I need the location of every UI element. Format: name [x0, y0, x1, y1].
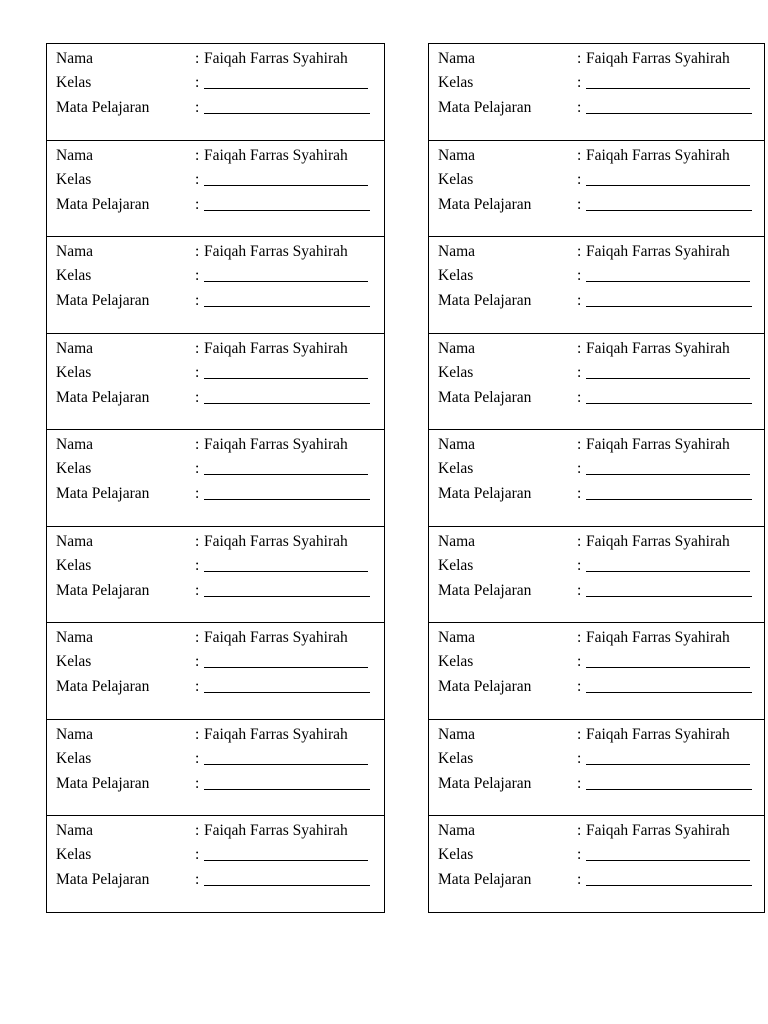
subject-separator: :	[195, 195, 200, 213]
name-field-value: Faiqah Farras Syahirah	[586, 339, 730, 357]
class-row	[438, 459, 760, 479]
name-separator: :	[195, 436, 200, 453]
subject-separator: :	[577, 871, 582, 888]
class-field-label: Kelas	[438, 749, 474, 767]
subject-row	[56, 870, 380, 890]
subject-field-label: Mata Pelajaran	[438, 581, 532, 599]
class-row	[438, 363, 760, 383]
subject-row	[56, 195, 380, 215]
subject-row	[56, 677, 380, 697]
class-row	[438, 266, 760, 286]
class-separator: :	[577, 170, 582, 188]
subject-blank-line	[586, 113, 752, 114]
name-row	[56, 725, 380, 745]
name-separator: :	[195, 50, 200, 67]
name-field-label: Nama	[56, 50, 94, 67]
name-field-label: Nama	[56, 243, 94, 260]
name-field-value: Faiqah Farras Syahirah	[204, 146, 348, 164]
class-field-label: Kelas	[56, 267, 92, 284]
class-field-label: Kelas	[56, 556, 92, 574]
name-separator: :	[577, 532, 582, 550]
name-label-card	[428, 622, 765, 720]
class-field-label: Kelas	[56, 460, 92, 477]
subject-separator: :	[195, 774, 200, 792]
name-field-value: Faiqah Farras Syahirah	[204, 725, 348, 743]
name-field-label: Nama	[438, 50, 476, 67]
subject-field-label: Mata Pelajaran	[56, 195, 150, 213]
class-separator: :	[195, 267, 200, 284]
name-field-label: Nama	[56, 532, 94, 550]
name-field-label: Nama	[438, 436, 476, 453]
subject-separator: :	[577, 99, 582, 116]
name-row	[438, 49, 760, 69]
name-field-label: Nama	[438, 822, 476, 839]
name-row	[56, 242, 380, 262]
subject-field-label: Mata Pelajaran	[438, 195, 532, 213]
name-separator: :	[195, 146, 200, 164]
class-row	[438, 73, 760, 93]
class-field-label: Kelas	[56, 846, 92, 863]
name-label-card	[428, 526, 765, 624]
subject-field-label: Mata Pelajaran	[56, 774, 150, 792]
class-field-label: Kelas	[438, 267, 474, 284]
subject-separator: :	[577, 292, 582, 309]
class-row	[438, 170, 760, 190]
name-separator: :	[195, 725, 200, 743]
class-field-label: Kelas	[438, 170, 474, 188]
class-blank-line	[204, 860, 368, 861]
name-row	[56, 49, 380, 69]
name-separator: :	[577, 725, 582, 743]
name-row	[438, 435, 760, 455]
name-field-label: Nama	[438, 243, 476, 260]
subject-separator: :	[195, 485, 200, 502]
class-field-label: Kelas	[56, 653, 92, 670]
class-row	[56, 363, 380, 383]
name-separator: :	[195, 629, 200, 646]
name-field-label: Nama	[56, 725, 94, 743]
subject-field-label: Mata Pelajaran	[56, 871, 150, 888]
class-blank-line	[204, 764, 368, 765]
class-blank-line	[204, 378, 368, 379]
subject-field-label: Mata Pelajaran	[438, 388, 532, 406]
subject-blank-line	[586, 210, 752, 211]
name-row	[438, 339, 760, 359]
name-field-value: Faiqah Farras Syahirah	[204, 243, 348, 260]
subject-field-label: Mata Pelajaran	[56, 485, 150, 502]
subject-separator: :	[195, 292, 200, 309]
name-row	[56, 339, 380, 359]
class-blank-line	[204, 281, 368, 282]
name-separator: :	[195, 822, 200, 839]
name-field-value: Faiqah Farras Syahirah	[586, 725, 730, 743]
class-blank-line	[586, 860, 750, 861]
subject-field-label: Mata Pelajaran	[438, 292, 532, 309]
name-field-label: Nama	[56, 436, 94, 453]
class-blank-line	[204, 185, 368, 186]
subject-separator: :	[195, 871, 200, 888]
subject-field-label: Mata Pelajaran	[438, 99, 532, 116]
subject-blank-line	[586, 596, 752, 597]
name-field-label: Nama	[438, 629, 476, 646]
name-row	[56, 146, 380, 166]
subject-row	[56, 388, 380, 408]
name-field-label: Nama	[438, 532, 476, 550]
subject-field-label: Mata Pelajaran	[438, 871, 532, 888]
class-separator: :	[195, 846, 200, 863]
name-label-card	[428, 43, 765, 141]
class-separator: :	[195, 363, 200, 381]
name-separator: :	[577, 822, 582, 839]
subject-field-label: Mata Pelajaran	[438, 774, 532, 792]
class-field-label: Kelas	[438, 460, 474, 477]
subject-row	[438, 677, 760, 697]
class-separator: :	[577, 556, 582, 574]
name-label-card	[46, 526, 385, 624]
class-field-label: Kelas	[438, 653, 474, 670]
name-row	[438, 821, 760, 841]
class-separator: :	[577, 267, 582, 284]
name-field-label: Nama	[56, 146, 94, 164]
subject-blank-line	[204, 789, 370, 790]
subject-blank-line	[586, 692, 752, 693]
class-separator: :	[577, 846, 582, 863]
class-row	[56, 652, 380, 672]
class-row	[56, 556, 380, 576]
name-label-card	[428, 719, 765, 817]
class-row	[56, 170, 380, 190]
class-separator: :	[195, 556, 200, 574]
name-row	[438, 532, 760, 552]
class-separator: :	[577, 74, 582, 91]
class-field-label: Kelas	[56, 363, 92, 381]
class-blank-line	[586, 667, 750, 668]
class-blank-line	[586, 281, 750, 282]
name-label-card	[46, 236, 385, 334]
subject-blank-line	[204, 210, 370, 211]
subject-blank-line	[586, 885, 752, 886]
class-row	[56, 749, 380, 769]
subject-blank-line	[204, 692, 370, 693]
subject-blank-line	[204, 113, 370, 114]
name-field-label: Nama	[56, 339, 94, 357]
name-separator: :	[577, 146, 582, 164]
class-blank-line	[586, 474, 750, 475]
name-label-card	[46, 140, 385, 238]
name-separator: :	[195, 339, 200, 357]
subject-row	[438, 291, 760, 311]
subject-row	[56, 484, 380, 504]
class-blank-line	[204, 88, 368, 89]
name-field-value: Faiqah Farras Syahirah	[586, 243, 730, 260]
subject-row	[438, 98, 760, 118]
class-separator: :	[577, 460, 582, 477]
subject-blank-line	[586, 499, 752, 500]
subject-row	[56, 98, 380, 118]
name-field-label: Nama	[56, 822, 94, 839]
subject-field-label: Mata Pelajaran	[56, 99, 150, 116]
name-field-label: Nama	[438, 339, 476, 357]
subject-blank-line	[204, 499, 370, 500]
subject-field-label: Mata Pelajaran	[56, 581, 150, 599]
class-field-label: Kelas	[56, 749, 92, 767]
name-label-card	[46, 719, 385, 817]
name-field-value: Faiqah Farras Syahirah	[586, 822, 730, 839]
subject-blank-line	[586, 306, 752, 307]
name-label-card	[46, 333, 385, 431]
name-field-label: Nama	[438, 725, 476, 743]
subject-blank-line	[204, 885, 370, 886]
name-field-value: Faiqah Farras Syahirah	[204, 629, 348, 646]
name-label-card	[46, 815, 385, 913]
left-label-column	[46, 43, 385, 913]
subject-separator: :	[195, 678, 200, 695]
name-label-card	[428, 333, 765, 431]
subject-separator: :	[577, 581, 582, 599]
class-field-label: Kelas	[438, 846, 474, 863]
subject-separator: :	[195, 388, 200, 406]
class-row	[56, 266, 380, 286]
subject-blank-line	[586, 789, 752, 790]
name-separator: :	[195, 532, 200, 550]
name-field-value: Faiqah Farras Syahirah	[204, 339, 348, 357]
class-blank-line	[586, 88, 750, 89]
class-row	[438, 845, 760, 865]
subject-row	[438, 388, 760, 408]
name-field-value: Faiqah Farras Syahirah	[586, 50, 730, 67]
name-field-value: Faiqah Farras Syahirah	[586, 532, 730, 550]
name-row	[56, 532, 380, 552]
name-row	[56, 628, 380, 648]
name-separator: :	[577, 50, 582, 67]
name-row	[438, 146, 760, 166]
subject-separator: :	[577, 195, 582, 213]
name-field-value: Faiqah Farras Syahirah	[586, 436, 730, 453]
class-field-label: Kelas	[438, 556, 474, 574]
subject-field-label: Mata Pelajaran	[56, 678, 150, 695]
name-field-value: Faiqah Farras Syahirah	[204, 532, 348, 550]
class-row	[56, 845, 380, 865]
class-blank-line	[586, 185, 750, 186]
subject-row	[56, 581, 380, 601]
name-label-card	[46, 622, 385, 720]
class-separator: :	[577, 749, 582, 767]
name-label-card	[428, 140, 765, 238]
name-label-card	[428, 236, 765, 334]
subject-row	[56, 774, 380, 794]
name-separator: :	[577, 339, 582, 357]
name-separator: :	[195, 243, 200, 260]
subject-field-label: Mata Pelajaran	[56, 292, 150, 309]
name-row	[438, 242, 760, 262]
subject-row	[438, 581, 760, 601]
subject-row	[438, 774, 760, 794]
name-label-card	[46, 43, 385, 141]
subject-separator: :	[195, 99, 200, 116]
subject-row	[438, 870, 760, 890]
class-row	[56, 459, 380, 479]
name-row	[438, 628, 760, 648]
name-field-value: Faiqah Farras Syahirah	[204, 822, 348, 839]
class-row	[56, 73, 380, 93]
class-row	[438, 556, 760, 576]
class-field-label: Kelas	[438, 363, 474, 381]
class-row	[438, 652, 760, 672]
subject-separator: :	[195, 581, 200, 599]
class-separator: :	[195, 170, 200, 188]
subject-field-label: Mata Pelajaran	[438, 678, 532, 695]
class-separator: :	[577, 363, 582, 381]
name-label-card	[428, 429, 765, 527]
class-blank-line	[204, 474, 368, 475]
class-blank-line	[586, 764, 750, 765]
subject-row	[438, 195, 760, 215]
name-field-value: Faiqah Farras Syahirah	[204, 436, 348, 453]
subject-blank-line	[204, 306, 370, 307]
subject-separator: :	[577, 678, 582, 695]
name-row	[438, 725, 760, 745]
name-field-label: Nama	[438, 146, 476, 164]
class-separator: :	[195, 460, 200, 477]
name-field-value: Faiqah Farras Syahirah	[204, 50, 348, 67]
class-field-label: Kelas	[56, 74, 92, 91]
subject-row	[438, 484, 760, 504]
name-field-label: Nama	[56, 629, 94, 646]
subject-blank-line	[204, 403, 370, 404]
right-label-column	[428, 43, 765, 913]
class-field-label: Kelas	[56, 170, 92, 188]
name-separator: :	[577, 243, 582, 260]
subject-blank-line	[204, 596, 370, 597]
subject-separator: :	[577, 485, 582, 502]
class-row	[438, 749, 760, 769]
subject-separator: :	[577, 388, 582, 406]
name-separator: :	[577, 436, 582, 453]
class-separator: :	[195, 74, 200, 91]
name-row	[56, 821, 380, 841]
subject-row	[56, 291, 380, 311]
name-field-value: Faiqah Farras Syahirah	[586, 146, 730, 164]
class-separator: :	[577, 653, 582, 670]
subject-blank-line	[586, 403, 752, 404]
class-blank-line	[204, 571, 368, 572]
class-field-label: Kelas	[438, 74, 474, 91]
subject-field-label: Mata Pelajaran	[438, 485, 532, 502]
class-separator: :	[195, 653, 200, 670]
class-blank-line	[586, 571, 750, 572]
name-row	[56, 435, 380, 455]
class-blank-line	[204, 667, 368, 668]
subject-field-label: Mata Pelajaran	[56, 388, 150, 406]
name-separator: :	[577, 629, 582, 646]
name-label-card	[46, 429, 385, 527]
name-field-value: Faiqah Farras Syahirah	[586, 629, 730, 646]
name-label-card	[428, 815, 765, 913]
subject-separator: :	[577, 774, 582, 792]
class-separator: :	[195, 749, 200, 767]
class-blank-line	[586, 378, 750, 379]
